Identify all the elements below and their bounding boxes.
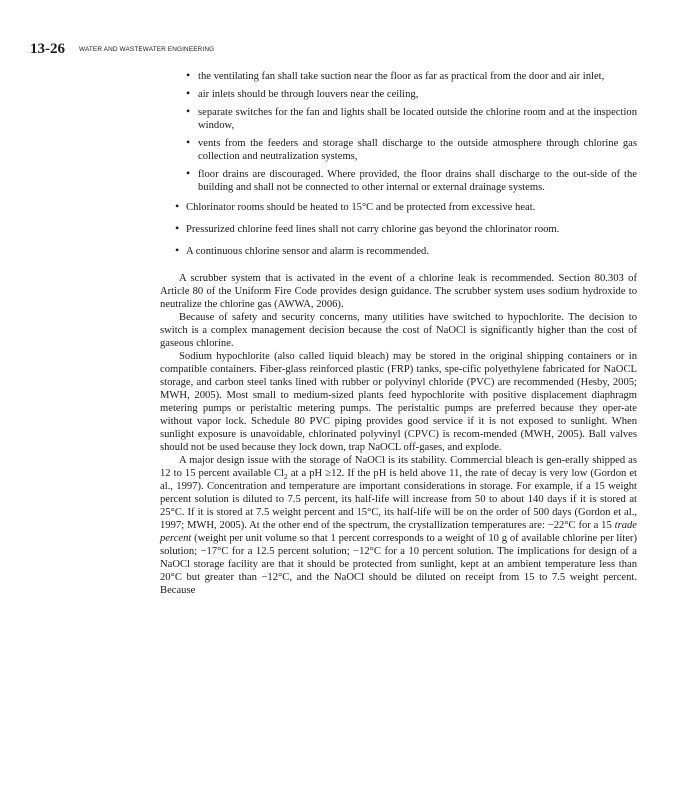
chlorinator-bullet-list [160,201,637,258]
bullet-icon: • [175,221,180,235]
bullet-icon: • [186,86,191,100]
paragraph-sodium-hypochlorite-storage: Sodium hypochlorite (also called liquid bleach) may be stored in the original shipping containers or in compatible containers. Fiber-glass reinforced plastic (FRP) tanks, spe-cific polyethylene fabricated for NaOCL storage, and carbon steel tanks lined with rubber or polyvinyl chloride (PVC) are recommended (Hesby, 2005; MWH, 2005). Most small to medium-sized plants feed hypochlorite with positive displacement diaphragm metering pumps or peristaltic metering pumps. The peristaltic pumps are preferred because they oper-ate without vapor lock. Schedule 80 PVC piping provides good service if it is not exposed to sunlight. When sunlight exposure is unavoidable, chlorinated polyvinyl (CPVC) is recom-mended (MWH, 2005). Ball valves should not be used because they lock down, trap NaOCL off-gases, and explode. [160,351,637,453]
list-item: • Pressurized chlorine feed lines shall not carry chlorine gas beyond the chlorinator room. [175,221,560,235]
list-item: • the ventilating fan shall take suction near the floor as far as practical from the door and air inlet, [186,68,605,82]
bullet-icon: • [175,243,180,257]
page-number: 13-26 [30,41,65,57]
paragraph-scrubber: A scrubber system that is activated in the event of a chlorine leak is recommended. Section 80.303 of Article 80 of the Uniform Fire Code provides design guidance. The scrubber system uses sodium hydroxide to neutralize the chlorine gas (AWWA, 2006). [160,273,637,310]
paragraph-hypochlorite-switch: Because of safety and security concerns, many utilities have switched to hypochlorite. The decision to switch is a complex management decision because the cost of NaOCl is significantly higher than the cost of gaseous chlorine. [160,312,637,349]
list-item: • air inlets should be through louvers near the ceiling, [186,86,419,100]
list-item: • Chlorinator rooms should be heated to 15°C and be protected from excessive heat. [175,199,536,213]
list-item: • separate switches for the fan and lights shall be located outside the chlorine room and at the inspection window, [186,104,637,131]
page-header [30,40,214,58]
list-item: • floor drains are discouraged. Where provided, the floor drains shall discharge to the out-side of the building and shall not be connected to other internal or external drainage systems. [186,166,637,193]
bullet-icon: • [186,104,191,118]
running-head: WATER AND WASTEWATER ENGINEERING [79,46,215,53]
page-body [160,70,637,597]
list-item: • vents from the feeders and storage shall discharge to the outside atmosphere through chlorine gas collection and neutralization systems, [186,135,637,162]
bullet-icon: • [175,199,180,213]
bullet-icon: • [186,166,191,180]
ventilation-sub-bullet-list [182,70,637,194]
bullet-icon: • [186,135,191,149]
list-item: • A continuous chlorine sensor and alarm is recommended. [175,243,430,257]
paragraph-naocl-stability: A major design issue with the storage of NaOCl is its stability. Commercial bleach is gen-erally shipped as 12 to 15 percent available $Cl_2$ at a pH ≥12. If the pH is held above 11, the rate of decay is very low (Gordon et al., 1997). Concentration and temperature are important considerations in storage. For example, if a 15 weight percent solution is diluted to 7.5 percent, its half-life will increase from 50 to about 140 days if it is stored at 25°C. If it is stored at 7.5 weight percent and 15°C, its half-life will be on the order of 500 days (Gordon et al., 1997; MWH, 2005). At the other end of the spectrum, the crystallization temperatures are: −22°C for a 15 trade percent (weight per unit volume so that 1 percent corresponds to a weight of 10 g of available chlorine per liter) solution; −17°C for a 12.5 percent solution; −12°C for a 10 percent solution. The implications for design of a NaOCl storage facility are that it should be protected from sunlight, kept at an ambient temperature less than 20°C but greater than −12°C, and the NaOCl should be diluted on receipt from 15 to 7.5 weight percent. Because [160,455,637,596]
body-text [160,272,637,597]
bullet-icon: • [186,68,191,82]
